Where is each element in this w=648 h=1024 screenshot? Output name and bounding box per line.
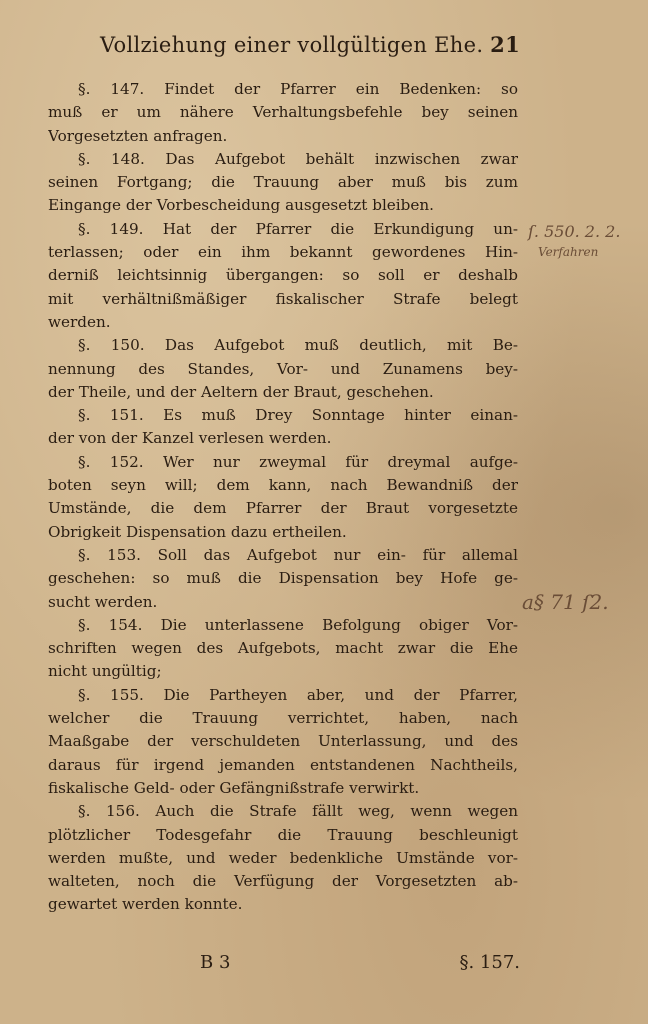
handwritten-margin-note-sub: Verfahren bbox=[538, 245, 599, 259]
text-line: geschehen: so muß die Dispensation bey Hofe ge- bbox=[48, 569, 518, 588]
text-line: §. 154. Die unterlassene Befolgung obiger Vor- bbox=[78, 615, 518, 634]
paragraph bbox=[48, 544, 518, 614]
paragraph bbox=[48, 404, 518, 451]
text-line: muß er um nähere Verhaltungsbefehle bey seinen bbox=[48, 103, 518, 122]
paragraph bbox=[48, 218, 518, 334]
paragraph bbox=[48, 334, 518, 404]
page-number: 21 bbox=[490, 32, 520, 57]
page-footer bbox=[200, 952, 520, 973]
running-title: Vollziehung einer vollgültigen Ehe. bbox=[100, 33, 484, 57]
text-line: derniß leichtsinnig übergangen: so soll er deshalb bbox=[48, 266, 518, 285]
text-line: walteten, noch die Verfügung der Vorgesetzten ab- bbox=[48, 872, 518, 891]
text-line: §. 148. Das Aufgebot behält inzwischen zwar bbox=[78, 149, 518, 168]
text-line: nicht ungültig; bbox=[48, 662, 162, 681]
text-line: boten seyn will; dem kann, nach Bewandniß der bbox=[48, 476, 518, 495]
text-line: §. 151. Es muß Drey Sonntage hinter einan- bbox=[78, 406, 518, 425]
text-line: mit verhältnißmäßiger fiskalischer Strafe belegt bbox=[48, 289, 518, 308]
paragraph bbox=[48, 148, 518, 218]
text-line: Maaßgabe der verschuldeten Unterlassung, und des bbox=[48, 732, 518, 751]
text-line: Eingange der Vorbescheidung ausgesetzt bleiben. bbox=[48, 196, 434, 215]
text-line: Umstände, die dem Pfarrer der Braut vorgesetzte bbox=[48, 499, 518, 518]
page-body bbox=[48, 78, 518, 917]
text-line: §. 152. Wer nur zweymal für dreymal aufge- bbox=[78, 452, 518, 471]
text-line: werden mußte, und weder bedenkliche Umstände vor- bbox=[48, 848, 518, 867]
text-line: §. 153. Soll das Aufgebot nur ein- für allemal bbox=[78, 545, 518, 564]
handwritten-margin-note: ſ. 550. 2. 2. Verfahren bbox=[528, 222, 648, 259]
text-line: Obrigkeit Dispensation dazu ertheilen. bbox=[48, 522, 347, 541]
text-line: §. 155. Die Partheyen aber, und der Pfarrer, bbox=[78, 685, 518, 704]
paragraph bbox=[48, 800, 518, 916]
text-line: gewartet werden konnte. bbox=[48, 895, 243, 914]
text-line: werden. bbox=[48, 312, 111, 331]
text-line: §. 150. Das Aufgebot muß deutlich, mit Be- bbox=[78, 336, 518, 355]
page-header bbox=[100, 32, 520, 57]
paragraph bbox=[48, 78, 518, 148]
paragraph bbox=[48, 684, 518, 800]
paragraph bbox=[48, 451, 518, 544]
text-line: §. 149. Hat der Pfarrer die Erkundigung un- bbox=[78, 219, 518, 238]
text-line: welcher die Trauung verrichtet, haben, nach bbox=[48, 709, 518, 728]
catchword: §. 157. bbox=[459, 952, 520, 973]
text-line: Vorgesetzten anfragen. bbox=[48, 126, 228, 145]
text-line: nennung des Standes, Vor- und Zunamens bey- bbox=[48, 359, 518, 378]
text-line: plötzlicher Todesgefahr die Trauung beschleunigt bbox=[48, 825, 518, 844]
text-line: schriften wegen des Aufgebots, macht zwar die Ehe bbox=[48, 639, 518, 658]
text-line: seinen Fortgang; die Trauung aber muß bis zum bbox=[48, 173, 518, 192]
paragraph bbox=[48, 614, 518, 684]
text-line: §. 147. Findet der Pfarrer ein Bedenken: so bbox=[78, 80, 518, 98]
text-line: der von der Kanzel verlesen werden. bbox=[48, 429, 332, 448]
text-line: fiskalische Geld- oder Gefängnißstrafe verwirkt. bbox=[48, 778, 420, 797]
text-line: terlassen; oder ein ihm bekannt gewordenes Hin- bbox=[48, 243, 518, 262]
text-line: §. 156. Auch die Strafe fällt weg, wenn wegen bbox=[78, 802, 518, 821]
text-line: sucht werden. bbox=[48, 592, 158, 611]
signature-mark: B 3 bbox=[200, 952, 231, 973]
text-line: daraus für irgend jemanden entstandenen Nachtheils, bbox=[48, 755, 518, 774]
handwritten-margin-note-2: a§ 71 ſ2. bbox=[522, 590, 609, 614]
text-line: der Theile, und der Aeltern der Braut, geschehen. bbox=[48, 382, 434, 401]
